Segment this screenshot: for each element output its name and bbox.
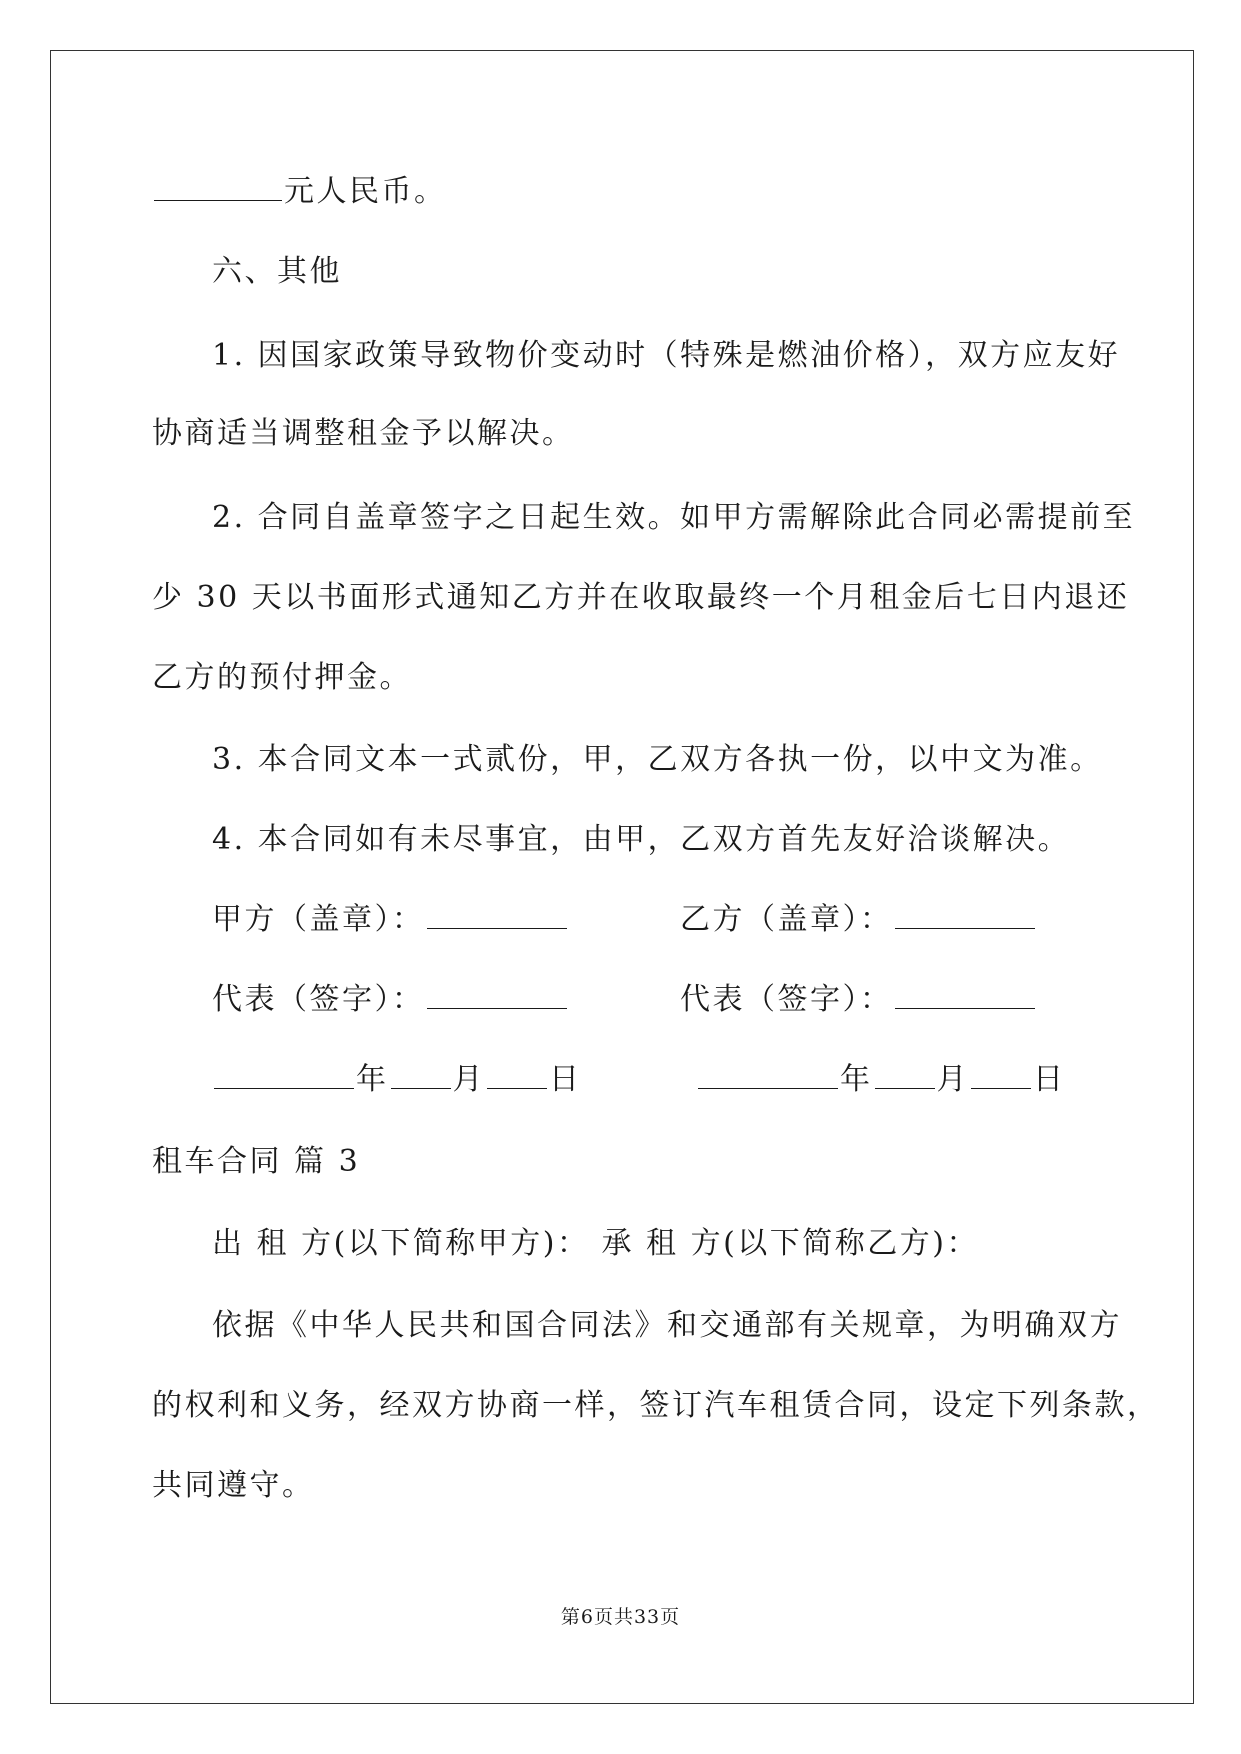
rep-b-sign-row — [680, 980, 1037, 1020]
rmb-line — [152, 172, 447, 212]
rep-b-sign-label: 代表（签字）： — [680, 982, 893, 1017]
section3-para-line3: 共同遵守。 — [152, 1468, 315, 1503]
date-row-a — [212, 1060, 582, 1100]
party-a-seal-blank — [427, 900, 567, 929]
year-blank-a — [214, 1060, 354, 1089]
month-label-b: 月 — [936, 1062, 969, 1097]
rep-b-sign-blank — [895, 980, 1035, 1009]
year-blank-b — [698, 1060, 838, 1089]
month-blank-b — [875, 1060, 935, 1089]
party-b-seal-row — [680, 900, 1037, 940]
day-blank-a — [487, 1060, 547, 1089]
day-label-a: 日 — [549, 1062, 582, 1097]
amount-blank — [154, 172, 282, 201]
item2-line2: 少 30 天以书面形式通知乙方并在收取最终一个月租金后七日内退还 — [152, 580, 1130, 615]
page-footer — [0, 1602, 1241, 1629]
section-six-heading: 六、其他 — [212, 254, 342, 289]
party-a-seal-row — [212, 900, 569, 940]
party-a-seal-label: 甲方（盖章）： — [212, 902, 425, 937]
rep-a-sign-row — [212, 980, 569, 1020]
section3-parties: 出 租 方(以下简称甲方)： 承 租 方(以下简称乙方)： — [212, 1226, 979, 1261]
year-label-b: 年 — [840, 1062, 873, 1097]
party-b-seal-label: 乙方（盖章）： — [680, 902, 893, 937]
section3-para-line1: 依据《中华人民共和国合同法》和交通部有关规章，为明确双方 — [212, 1308, 1122, 1343]
day-label-b: 日 — [1033, 1062, 1066, 1097]
page-number: 第6页 — [560, 1606, 614, 1628]
page-frame — [50, 50, 1194, 1704]
day-blank-b — [971, 1060, 1031, 1089]
total-pages: 共33页 — [613, 1606, 681, 1628]
item2-line3: 乙方的预付押金。 — [152, 660, 412, 695]
item1-line1: 1. 因国家政策导致物价变动时（特殊是燃油价格），双方应友好 — [212, 338, 1121, 373]
month-label-a: 月 — [452, 1062, 485, 1097]
rep-a-sign-label: 代表（签字）： — [212, 982, 425, 1017]
section3-heading: 租车合同 篇 3 — [152, 1144, 361, 1179]
party-b-seal-blank — [895, 900, 1035, 929]
rmb-text: 元人民币。 — [284, 174, 447, 209]
section3-para-line2: 的权利和义务，经双方协商一样，签订汽车租赁合同，设定下列条款， — [152, 1388, 1160, 1423]
item1-line2: 协商适当调整租金予以解决。 — [152, 416, 575, 451]
year-label-a: 年 — [356, 1062, 389, 1097]
item4-text: 4. 本合同如有未尽事宜，由甲，乙双方首先友好洽谈解决。 — [212, 822, 1071, 857]
item3-text: 3. 本合同文本一式贰份，甲，乙双方各执一份，以中文为准。 — [212, 742, 1103, 777]
item2-line1: 2. 合同自盖章签字之日起生效。如甲方需解除此合同必需提前至 — [212, 500, 1136, 535]
month-blank-a — [391, 1060, 451, 1089]
date-row-b — [696, 1060, 1066, 1100]
rep-a-sign-blank — [427, 980, 567, 1009]
